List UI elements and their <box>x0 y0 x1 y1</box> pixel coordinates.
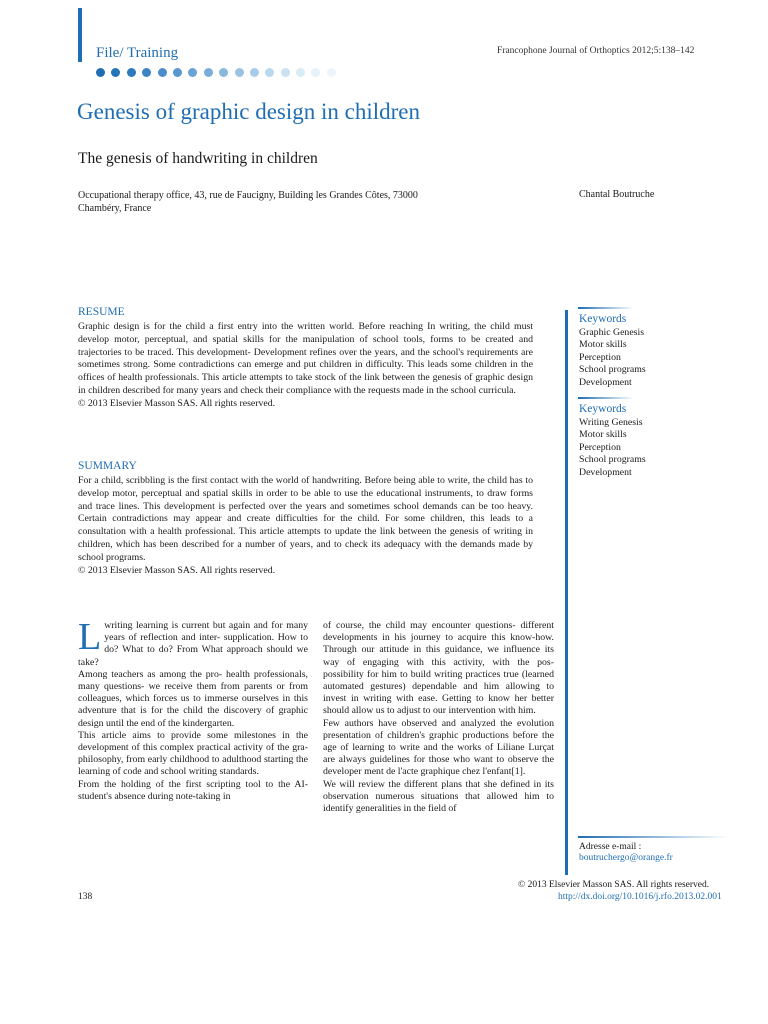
decorative-dot <box>281 68 290 77</box>
author-name: Chantal Boutruche <box>579 189 655 200</box>
affiliation-line: Occupational therapy office, 43, rue de Faucigny, Building les Grandes Côtes, 73000 <box>78 190 418 201</box>
keyword-item: Writing Genesis <box>579 417 643 428</box>
decorative-dot <box>311 68 320 77</box>
keywords-list <box>579 327 646 389</box>
body-paragraph: This article aims to provide some milestones in the development of this complex practical activity of the gra- philosophy, from early childhood to adulthood starting the learning of code and school writing standards. <box>78 729 308 778</box>
contact-divider <box>578 836 728 838</box>
keyword-item: Development <box>579 466 632 478</box>
keyword-item: Perception <box>579 351 621 363</box>
sidebar-rule <box>565 310 568 875</box>
keywords-list <box>579 417 646 479</box>
decorative-dot <box>127 68 136 77</box>
journal-reference: Francophone Journal of Orthoptics 2012;5:138–142 <box>497 46 695 56</box>
resume-heading: RESUME <box>78 306 125 318</box>
decorative-dot <box>142 68 151 77</box>
resume-copyright: © 2013 Elsevier Masson SAS. All rights reserved. <box>78 397 276 409</box>
keyword-item: Graphic Genesis <box>579 327 645 338</box>
summary-heading: SUMMARY <box>78 460 137 472</box>
decorative-dot <box>173 68 182 77</box>
summary-copyright: © 2013 Elsevier Masson SAS. All rights reserved. <box>78 564 276 576</box>
decorative-dot <box>188 68 197 77</box>
decorative-dot <box>158 68 167 77</box>
decorative-dot <box>219 68 228 77</box>
body-paragraph: We will review the different plans that she defined in its observation numerous situations that allowed him to identify generalities in the field of <box>323 778 554 815</box>
keyword-item: School programs <box>579 364 646 376</box>
body-column-right <box>323 620 554 815</box>
author-affiliation <box>78 189 478 215</box>
keywords-heading: Keywords <box>579 403 627 415</box>
article-subtitle: The genesis of handwriting in children <box>78 150 318 167</box>
keyword-item: School programs <box>579 454 646 466</box>
doi-link[interactable]: http://dx.doi.org/10.1016/j.rfo.2013.02.001 <box>558 892 722 902</box>
article-title: Genesis of graphic design in children <box>77 99 420 124</box>
body-column-left <box>78 616 308 803</box>
body-paragraph: of course, the child may encounter questions- different developments in his journey to acquire this know-how. Through our attitude in this guidance, we influence its way of engaging with this activity, with the pos- possibility for him to build writing practices true (learned automated gestures) dependable and him allowing to invest in writing with ease. Getting to know her better should allow us to adjust to our intervention with him. <box>323 620 554 717</box>
keyword-item: Motor skills <box>579 429 627 441</box>
decorative-dot <box>296 68 305 77</box>
drop-cap: L <box>78 616 102 658</box>
decorative-dot <box>327 68 336 77</box>
affiliation-line: Chambéry, France <box>78 203 152 214</box>
section-label: File/ Training <box>96 45 179 61</box>
decorative-dot <box>250 68 259 77</box>
page-number: 138 <box>78 892 93 902</box>
body-paragraph: Few authors have observed and analyzed the evolution presentation of children's graphic productions before the age of learning to write and the works of Liliane Lurçat are always guidelines for those who want to observe the developer ment de l'acte graphique chez l'enfant[1]. <box>323 717 554 778</box>
body-paragraph: From the holding of the first scripting tool to the AI- student's absence during note-taking in <box>78 778 308 802</box>
keywords-divider <box>578 397 634 399</box>
keywords-heading: Keywords <box>579 313 627 325</box>
decorative-dot <box>204 68 213 77</box>
email-label: Adresse e-mail : <box>579 842 642 852</box>
header-accent-bar <box>78 8 82 62</box>
keyword-item: Motor skills <box>579 339 627 351</box>
decorative-dots <box>96 68 336 77</box>
email-link[interactable]: boutruchergo@orange.fr <box>579 853 673 863</box>
decorative-dot <box>96 68 105 77</box>
footer-copyright: © 2013 Elsevier Masson SAS. All rights reserved. <box>518 880 710 890</box>
keyword-item: Perception <box>579 441 621 453</box>
decorative-dot <box>265 68 274 77</box>
keyword-item: Development <box>579 376 632 388</box>
summary-abstract <box>78 475 533 577</box>
summary-text: For a child, scribbling is the first contact with the world of handwriting. Before being able to write, the child has to develop motor, perceptual and spatial skills in order to be able to use the educational instruments, to draw forms and trace lines. This development is perfected over the years and sometimes school demands can be too heavy. Certain contradictions may appear and create difficulties for the child. For some children, this leads to a consultation with a health professional. This article attempts to update the link between the genesis of writing in children, which has been described for a number of years, and to check its adequacy with the demands made by school programs. <box>78 475 533 563</box>
decorative-dot <box>235 68 244 77</box>
resume-abstract <box>78 321 533 411</box>
decorative-dot <box>111 68 120 77</box>
body-paragraph: Among teachers as among the pro- health professionals, many questions- we receive them from parents or from colleagues, which forces us to immerse ourselves in this adventure that is for the child the discovery of graphic design until the end of the kindergarten. <box>78 668 308 729</box>
keywords-divider <box>578 307 634 309</box>
body-paragraph: writing learning is current but again and for many years of reflection and inter- supplication. How to do? What to do? From What approach should we take? <box>78 620 308 668</box>
resume-text: Graphic design is for the child a first entry into the written world. Before reaching In writing, the child must develop motor, perceptual, and spatial skills for the manipulation of school tools, forms to be created and trajectories to be traced. This development- Development refines over the years, and the school's requirements are sometimes strong. Some contradictions can emerge and put children in difficulty. This leads some children in the offices of health professionals. This article attempts to take stock of the link between the genesis of graphic design in children described for many years and check their compliance with the requests made in the school curricula. <box>78 321 533 396</box>
